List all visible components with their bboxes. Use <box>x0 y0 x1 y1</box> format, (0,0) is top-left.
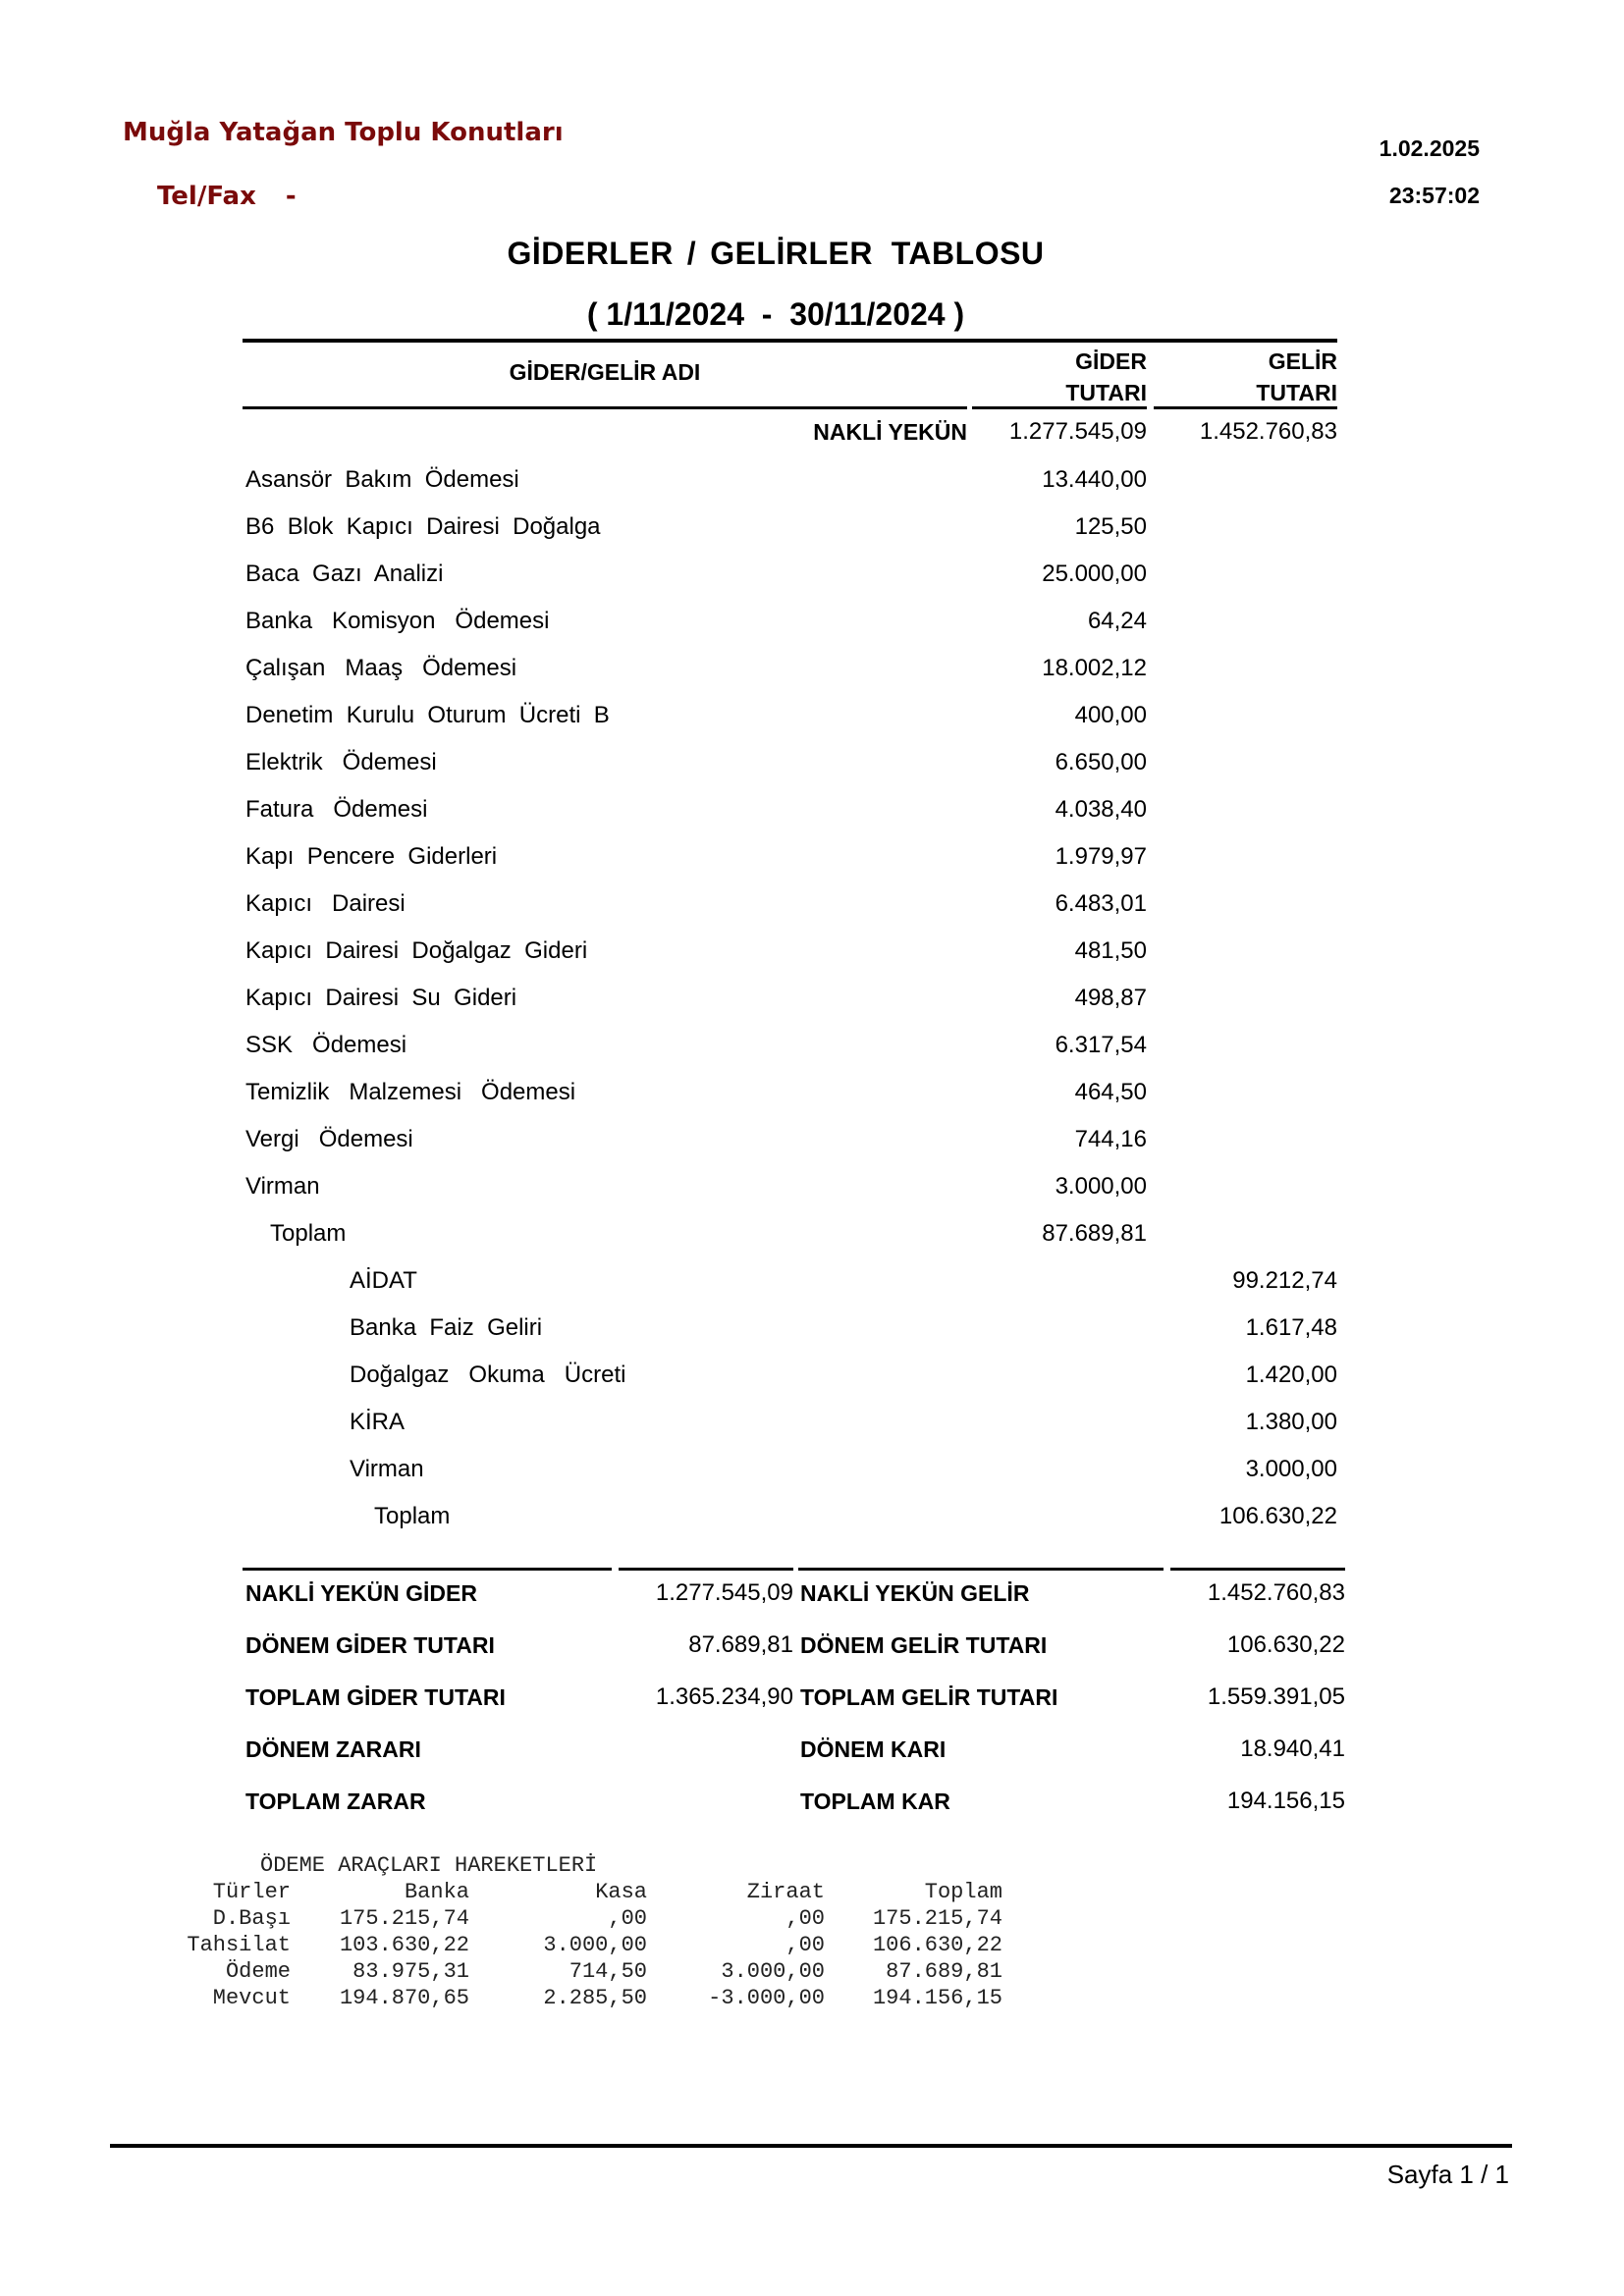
carry-label: NAKLİ YEKÜN <box>813 419 967 445</box>
expense-amount: 464,50 <box>1074 1079 1147 1105</box>
summary-left-label: DÖNEM ZARARI <box>245 1736 421 1762</box>
pt-row-banka: 103.630,22 <box>339 1933 469 1957</box>
expense-amount: 4.038,40 <box>1055 796 1147 823</box>
expense-amount: 1.979,97 <box>1055 843 1147 870</box>
summary-rule-2 <box>619 1568 793 1571</box>
pt-row-kasa: 714,50 <box>568 1959 647 1984</box>
pt-row-toplam: 175.215,74 <box>872 1906 1002 1931</box>
header-rule-name <box>243 406 967 409</box>
pt-header-kasa: Kasa <box>595 1880 647 1904</box>
title-separator: / <box>686 236 697 271</box>
expense-total-amount: 87.689,81 <box>1042 1220 1147 1247</box>
title-expenses: GİDERLER <box>507 236 674 271</box>
summary-left-label: TOPLAM GİDER TUTARI <box>245 1684 506 1710</box>
expense-amount: 6.650,00 <box>1055 749 1147 775</box>
expense-name: Kapıcı Dairesi Doğalgaz Gideri <box>245 937 588 964</box>
expense-name: Denetim Kurulu Oturum Ücreti B <box>245 702 610 728</box>
pt-row-ziraat: -3.000,00 <box>708 1986 825 2010</box>
expense-amount: 744,16 <box>1074 1126 1147 1152</box>
expense-amount: 498,87 <box>1074 985 1147 1011</box>
page-number: Sayfa 1 / 1 <box>1386 2160 1509 2189</box>
summary-right-value: 106.630,22 <box>1226 1631 1345 1658</box>
summary-right-value: 1.452.760,83 <box>1207 1579 1345 1606</box>
income-total-label: Toplam <box>374 1503 451 1529</box>
col-header-name: GİDER/GELİR ADI <box>509 359 701 385</box>
expense-name: B6 Blok Kapıcı Dairesi Doğalga <box>245 513 601 540</box>
pt-row-type: Mevcut <box>212 1986 291 2010</box>
pt-header-toplam: Toplam <box>924 1880 1002 1904</box>
pt-row-banka: 83.975,31 <box>352 1959 469 1984</box>
expense-amount: 125,50 <box>1074 513 1147 540</box>
col-header-gelir <box>1154 346 1337 408</box>
expense-amount: 3.000,00 <box>1055 1173 1147 1200</box>
expense-amount: 25.000,00 <box>1042 561 1147 587</box>
expense-name: Baca Gazı Analizi <box>245 561 444 587</box>
expense-name: SSK Ödemesi <box>245 1032 407 1058</box>
expense-amount: 481,50 <box>1074 937 1147 964</box>
pt-row-ziraat: 3.000,00 <box>721 1959 825 1984</box>
income-amount: 1.380,00 <box>1245 1409 1337 1435</box>
expense-name: Kapıcı Dairesi Su Gideri <box>245 985 517 1011</box>
expense-name: Vergi Ödemesi <box>245 1126 413 1152</box>
pt-row-toplam: 194.156,15 <box>872 1986 1002 2010</box>
expense-amount: 6.317,54 <box>1055 1032 1147 1058</box>
income-total-amount: 106.630,22 <box>1218 1503 1337 1529</box>
expense-amount: 400,00 <box>1074 702 1147 728</box>
income-name: KİRA <box>350 1409 406 1435</box>
pt-row-type: D.Başı <box>212 1906 291 1931</box>
pt-header-ziraat: Ziraat <box>746 1880 825 1904</box>
tel-fax-label: Tel/Fax <box>157 182 256 211</box>
pt-row-type: Ödeme <box>225 1959 291 1984</box>
pt-header-types: Türler <box>212 1880 291 1904</box>
summary-rule-3 <box>798 1568 1164 1571</box>
pt-row-kasa: ,00 <box>608 1906 647 1931</box>
expense-name: Virman <box>245 1173 320 1200</box>
expense-amount: 13.440,00 <box>1042 466 1147 493</box>
pt-row-ziraat: ,00 <box>785 1906 825 1931</box>
tel-fax <box>157 182 297 211</box>
col-header-gelir-line1: GELİR <box>1268 348 1337 374</box>
summary-left-value: 1.277.545,09 <box>655 1579 793 1606</box>
pt-row-kasa: 3.000,00 <box>543 1933 647 1957</box>
summary-right-value: 18.940,41 <box>1240 1735 1345 1762</box>
expense-amount: 64,24 <box>1087 608 1147 634</box>
report-title <box>0 236 1551 272</box>
expense-amount: 6.483,01 <box>1055 890 1147 917</box>
income-amount: 1.420,00 <box>1245 1362 1337 1388</box>
pt-row-ziraat: ,00 <box>785 1933 825 1957</box>
header-rule-gelir <box>1154 406 1337 409</box>
carry-gider: 1.277.545,09 <box>1008 418 1147 445</box>
expense-name: Elektrik Ödemesi <box>245 749 437 775</box>
report-period: ( 1/11/2024 - 30/11/2024 ) <box>586 296 965 332</box>
summary-right-value: 1.559.391,05 <box>1207 1683 1345 1710</box>
footer-rule <box>110 2144 1512 2148</box>
expense-total-label: Toplam <box>270 1220 347 1247</box>
expense-name: Fatura Ödemesi <box>245 796 428 823</box>
payment-tools-title: ÖDEME ARAÇLARI HAREKETLERİ <box>260 1853 598 1878</box>
title-incomes: GELİRLER TABLOSU <box>710 236 1045 271</box>
pt-row-banka: 175.215,74 <box>339 1906 469 1931</box>
income-amount: 1.617,48 <box>1245 1314 1337 1341</box>
summary-rule-1 <box>243 1568 612 1571</box>
summary-left-value: 1.365.234,90 <box>655 1683 793 1710</box>
summary-left-label: TOPLAM ZARAR <box>245 1789 426 1814</box>
summary-left-label: DÖNEM GİDER TUTARI <box>245 1632 495 1658</box>
col-header-gelir-line2: TUTARI <box>1256 380 1337 405</box>
income-amount: 3.000,00 <box>1245 1456 1337 1482</box>
pt-row-type: Tahsilat <box>187 1933 291 1957</box>
expense-name: Kapı Pencere Giderleri <box>245 843 498 870</box>
col-header-gider-line2: TUTARI <box>1065 380 1147 405</box>
income-name: Banka Faiz Geliri <box>350 1314 543 1341</box>
summary-right-label: TOPLAM GELİR TUTARI <box>800 1684 1058 1710</box>
pt-row-kasa: 2.285,50 <box>543 1986 647 2010</box>
pt-header-banka: Banka <box>404 1880 469 1904</box>
summary-left-label: NAKLİ YEKÜN GİDER <box>245 1580 477 1606</box>
expense-name: Banka Komisyon Ödemesi <box>245 608 550 634</box>
expense-name: Asansör Bakım Ödemesi <box>245 466 519 493</box>
income-name: Doğalgaz Okuma Ücreti <box>350 1362 626 1388</box>
tel-fax-value: - <box>285 182 297 211</box>
summary-left-value: 87.689,81 <box>688 1631 793 1658</box>
company-name: Muğla Yatağan Toplu Konutları <box>123 118 564 147</box>
report-date: 1.02.2025 <box>1379 135 1480 161</box>
expense-amount: 18.002,12 <box>1042 655 1147 681</box>
pt-row-toplam: 106.630,22 <box>872 1933 1002 1957</box>
summary-right-label: DÖNEM GELİR TUTARI <box>800 1632 1048 1658</box>
report-time: 23:57:02 <box>1388 183 1480 208</box>
summary-right-value: 194.156,15 <box>1226 1788 1345 1814</box>
income-amount: 99.212,74 <box>1232 1267 1337 1294</box>
col-header-gider <box>972 346 1147 408</box>
income-name: AİDAT <box>350 1267 417 1294</box>
expense-name: Kapıcı Dairesi <box>245 890 406 917</box>
pt-row-banka: 194.870,65 <box>339 1986 469 2010</box>
expense-name: Çalışan Maaş Ödemesi <box>245 655 517 681</box>
table-top-rule <box>243 339 1337 343</box>
carry-gelir: 1.452.760,83 <box>1199 418 1337 445</box>
header-rule-gider <box>972 406 1147 409</box>
summary-right-label: DÖNEM KARI <box>800 1736 947 1762</box>
expense-name: Temizlik Malzemesi Ödemesi <box>245 1079 576 1105</box>
income-name: Virman <box>350 1456 424 1482</box>
summary-right-label: TOPLAM KAR <box>800 1789 950 1814</box>
summary-right-label: NAKLİ YEKÜN GELİR <box>800 1580 1030 1606</box>
col-header-gider-line1: GİDER <box>1075 348 1147 374</box>
pt-row-toplam: 87.689,81 <box>886 1959 1002 1984</box>
summary-rule-4 <box>1170 1568 1345 1571</box>
